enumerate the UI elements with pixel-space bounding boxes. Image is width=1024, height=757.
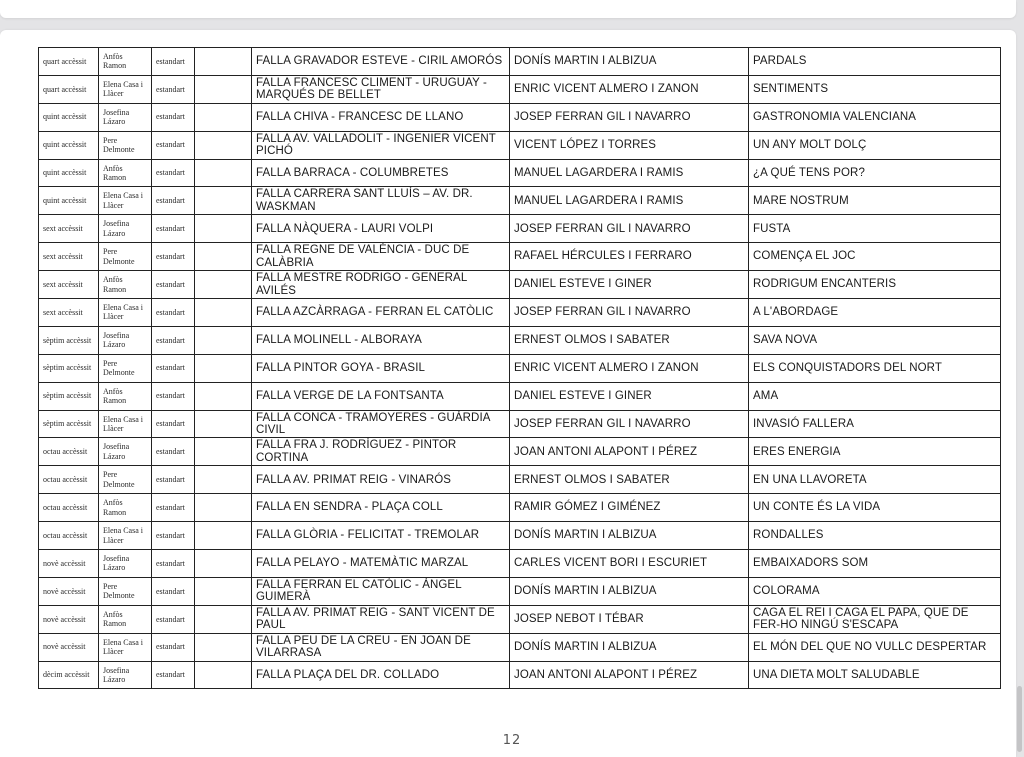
award-category-cell: octau accèssit	[39, 438, 99, 466]
table-row	[39, 187, 1001, 215]
artist-name-cell: JOSEP FERRAN GIL I NAVARRO	[510, 215, 749, 243]
lema-cell: GASTRONOMIA VALENCIANA	[749, 103, 1001, 131]
empty-cell	[195, 48, 252, 76]
table-row	[39, 605, 1001, 633]
lema-cell: UN ANY MOLT DOLÇ	[749, 131, 1001, 159]
award-category-cell: dècim accèssit	[39, 661, 99, 689]
table-row	[39, 243, 1001, 271]
previous-page-edge	[0, 0, 1016, 18]
lema-cell: ELS CONQUISTADORS DEL NORT	[749, 354, 1001, 382]
artist-name-cell: MANUEL LAGARDERA I RAMIS	[510, 159, 749, 187]
display-type-cell: estandart	[152, 550, 195, 578]
table-row	[39, 522, 1001, 550]
lema-cell: ¿A QUÉ TENS POR?	[749, 159, 1001, 187]
award-category-cell: quart accèssit	[39, 75, 99, 103]
lema-cell: UNA DIETA MOLT SALUDABLE	[749, 661, 1001, 689]
jury-member-cell: Anfòs Ramon	[99, 271, 152, 299]
award-category-cell: quint accèssit	[39, 187, 99, 215]
jury-member-cell: Elena Casa i Llàcer	[99, 522, 152, 550]
artist-name-cell: JOSEP FERRAN GIL I NAVARRO	[510, 103, 749, 131]
awards-table	[38, 47, 1001, 689]
artist-name-cell: RAMIR GÓMEZ I GIMÉNEZ	[510, 494, 749, 522]
jury-member-cell: Elena Casa i Llàcer	[99, 75, 152, 103]
falla-name-cell: FALLA FERRAN EL CATÒLIC - ÀNGEL GUIMERÀ	[252, 577, 510, 605]
jury-member-cell: Pere Delmonte	[99, 466, 152, 494]
award-category-cell: sèptim accèssit	[39, 382, 99, 410]
falla-name-cell: FALLA FRA J. RODRÍGUEZ - PINTOR CORTINA	[252, 438, 510, 466]
award-category-cell: sèptim accèssit	[39, 326, 99, 354]
display-type-cell: estandart	[152, 215, 195, 243]
table-row	[39, 438, 1001, 466]
lema-cell: COLORAMA	[749, 577, 1001, 605]
falla-name-cell: FALLA PINTOR GOYA - BRASIL	[252, 354, 510, 382]
display-type-cell: estandart	[152, 271, 195, 299]
artist-name-cell: CARLES VICENT BORI I ESCURIET	[510, 550, 749, 578]
display-type-cell: estandart	[152, 466, 195, 494]
table-row	[39, 577, 1001, 605]
jury-member-cell: Elena Casa i Llàcer	[99, 187, 152, 215]
display-type-cell: estandart	[152, 131, 195, 159]
artist-name-cell: DONÍS MARTIN I ALBIZUA	[510, 48, 749, 76]
artist-name-cell: ERNEST OLMOS I SABATER	[510, 466, 749, 494]
artist-name-cell: ENRIC VICENT ALMERO I ZANON	[510, 354, 749, 382]
falla-name-cell: FALLA PELAYO - MATEMÀTIC MARZAL	[252, 550, 510, 578]
empty-cell	[195, 494, 252, 522]
awards-table-body	[39, 48, 1001, 689]
empty-cell	[195, 299, 252, 327]
display-type-cell: estandart	[152, 633, 195, 661]
falla-name-cell: FALLA MOLINELL - ALBORAYA	[252, 326, 510, 354]
document-page	[0, 30, 1016, 757]
display-type-cell: estandart	[152, 577, 195, 605]
empty-cell	[195, 326, 252, 354]
jury-member-cell: Anfòs Ramon	[99, 48, 152, 76]
award-category-cell: sèptim accèssit	[39, 410, 99, 438]
display-type-cell: estandart	[152, 382, 195, 410]
display-type-cell: estandart	[152, 75, 195, 103]
lema-cell: ERES ENERGIA	[749, 438, 1001, 466]
lema-cell: EL MÓN DEL QUE NO VULLC DESPERTAR	[749, 633, 1001, 661]
table-row	[39, 466, 1001, 494]
jury-member-cell: Pere Delmonte	[99, 131, 152, 159]
artist-name-cell: JOSEP FERRAN GIL I NAVARRO	[510, 299, 749, 327]
jury-member-cell: Josefina Lázaro	[99, 326, 152, 354]
artist-name-cell: VICENT LÓPEZ I TORRES	[510, 131, 749, 159]
jury-member-cell: Anfòs Ramon	[99, 605, 152, 633]
award-category-cell: quart accèssit	[39, 48, 99, 76]
empty-cell	[195, 159, 252, 187]
empty-cell	[195, 75, 252, 103]
display-type-cell: estandart	[152, 326, 195, 354]
jury-member-cell: Pere Delmonte	[99, 577, 152, 605]
empty-cell	[195, 215, 252, 243]
award-category-cell: sext accèssit	[39, 299, 99, 327]
empty-cell	[195, 466, 252, 494]
lema-cell: INVASIÓ FALLERA	[749, 410, 1001, 438]
table-row	[39, 271, 1001, 299]
lema-cell: FUSTA	[749, 215, 1001, 243]
award-category-cell: novè accèssit	[39, 605, 99, 633]
award-category-cell: sext accèssit	[39, 271, 99, 299]
empty-cell	[195, 605, 252, 633]
empty-cell	[195, 633, 252, 661]
artist-name-cell: ERNEST OLMOS I SABATER	[510, 326, 749, 354]
display-type-cell: estandart	[152, 48, 195, 76]
artist-name-cell: DONÍS MARTIN I ALBIZUA	[510, 522, 749, 550]
artist-name-cell: JOAN ANTONI ALAPONT I PÉREZ	[510, 438, 749, 466]
lema-cell: AMA	[749, 382, 1001, 410]
lema-cell: A L'ABORDAGE	[749, 299, 1001, 327]
empty-cell	[195, 410, 252, 438]
falla-name-cell: FALLA GLÒRIA - FELICITAT - TREMOLAR	[252, 522, 510, 550]
jury-member-cell: Josefina Lázaro	[99, 438, 152, 466]
empty-cell	[195, 550, 252, 578]
display-type-cell: estandart	[152, 187, 195, 215]
lema-cell: SAVA NOVA	[749, 326, 1001, 354]
jury-member-cell: Elena Casa i Llàcer	[99, 633, 152, 661]
empty-cell	[195, 131, 252, 159]
table-row	[39, 75, 1001, 103]
table-row	[39, 550, 1001, 578]
falla-name-cell: FALLA CONCA - TRAMOYERES - GUÀRDIA CIVIL	[252, 410, 510, 438]
award-category-cell: octau accèssit	[39, 466, 99, 494]
table-row	[39, 103, 1001, 131]
falla-name-cell: FALLA BARRACA - COLUMBRETES	[252, 159, 510, 187]
artist-name-cell: JOAN ANTONI ALAPONT I PÉREZ	[510, 661, 749, 689]
table-row	[39, 354, 1001, 382]
display-type-cell: estandart	[152, 438, 195, 466]
artist-name-cell: JOSEP NEBOT I TÉBAR	[510, 605, 749, 633]
table-row	[39, 215, 1001, 243]
table-row	[39, 382, 1001, 410]
empty-cell	[195, 354, 252, 382]
artist-name-cell: DANIEL ESTEVE I GINER	[510, 382, 749, 410]
falla-name-cell: FALLA AV. PRIMAT REIG - VINARÓS	[252, 466, 510, 494]
display-type-cell: estandart	[152, 299, 195, 327]
display-type-cell: estandart	[152, 243, 195, 271]
jury-member-cell: Josefina Lázaro	[99, 661, 152, 689]
display-type-cell: estandart	[152, 354, 195, 382]
lema-cell: COMENÇA EL JOC	[749, 243, 1001, 271]
table-row	[39, 159, 1001, 187]
lema-cell: MARE NOSTRUM	[749, 187, 1001, 215]
jury-member-cell: Elena Casa i Llàcer	[99, 410, 152, 438]
table-row	[39, 661, 1001, 689]
award-category-cell: quint accèssit	[39, 103, 99, 131]
falla-name-cell: FALLA AV. PRIMAT REIG - SANT VICENT DE PAUL	[252, 605, 510, 633]
jury-member-cell: Josefina Lázaro	[99, 550, 152, 578]
empty-cell	[195, 103, 252, 131]
falla-name-cell: FALLA AV. VALLADOLIT - INGENIER VICENT PICHÓ	[252, 131, 510, 159]
table-row	[39, 326, 1001, 354]
falla-name-cell: FALLA AZCÀRRAGA - FERRAN EL CATÒLIC	[252, 299, 510, 327]
jury-member-cell: Anfòs Ramon	[99, 494, 152, 522]
table-row	[39, 48, 1001, 76]
artist-name-cell: JOSEP FERRAN GIL I NAVARRO	[510, 410, 749, 438]
award-category-cell: octau accèssit	[39, 494, 99, 522]
lema-cell: PARDALS	[749, 48, 1001, 76]
empty-cell	[195, 382, 252, 410]
award-category-cell: sext accèssit	[39, 215, 99, 243]
lema-cell: RONDALLES	[749, 522, 1001, 550]
jury-member-cell: Elena Casa i Llàcer	[99, 299, 152, 327]
artist-name-cell: DANIEL ESTEVE I GINER	[510, 271, 749, 299]
empty-cell	[195, 438, 252, 466]
lema-cell: EN UNA LLAVORETA	[749, 466, 1001, 494]
award-category-cell: novè accèssit	[39, 577, 99, 605]
empty-cell	[195, 577, 252, 605]
artist-name-cell: ENRIC VICENT ALMERO I ZANON	[510, 75, 749, 103]
falla-name-cell: FALLA FRANCESC CLIMENT - URUGUAY - MARQUÉS DE BELLET	[252, 75, 510, 103]
falla-name-cell: FALLA PLAÇA DEL DR. COLLADO	[252, 661, 510, 689]
falla-name-cell: FALLA PEU DE LA CREU - EN JOAN DE VILARRASA	[252, 633, 510, 661]
display-type-cell: estandart	[152, 494, 195, 522]
display-type-cell: estandart	[152, 103, 195, 131]
artist-name-cell: MANUEL LAGARDERA I RAMIS	[510, 187, 749, 215]
artist-name-cell: DONÍS MARTIN I ALBIZUA	[510, 633, 749, 661]
jury-member-cell: Anfòs Ramon	[99, 159, 152, 187]
empty-cell	[195, 271, 252, 299]
empty-cell	[195, 187, 252, 215]
empty-cell	[195, 661, 252, 689]
falla-name-cell: FALLA REGNE DE VALÈNCIA - DUC DE CALÀBRIA	[252, 243, 510, 271]
award-category-cell: sèptim accèssit	[39, 354, 99, 382]
falla-name-cell: FALLA GRAVADOR ESTEVE - CIRIL AMORÓS	[252, 48, 510, 76]
jury-member-cell: Josefina Lázaro	[99, 215, 152, 243]
lema-cell: RODRIGUM ENCANTERIS	[749, 271, 1001, 299]
falla-name-cell: FALLA CHIVA - FRANCESC DE LLANO	[252, 103, 510, 131]
artist-name-cell: RAFAEL HÉRCULES I FERRARO	[510, 243, 749, 271]
display-type-cell: estandart	[152, 410, 195, 438]
display-type-cell: estandart	[152, 661, 195, 689]
table-row	[39, 410, 1001, 438]
lema-cell: EMBAIXADORS SOM	[749, 550, 1001, 578]
falla-name-cell: FALLA CARRERA SANT LLUÍS – AV. DR. WASKMAN	[252, 187, 510, 215]
empty-cell	[195, 243, 252, 271]
award-category-cell: octau accèssit	[39, 522, 99, 550]
page-number: 12	[502, 733, 522, 748]
table-row	[39, 299, 1001, 327]
lema-cell: SENTIMENTS	[749, 75, 1001, 103]
display-type-cell: estandart	[152, 159, 195, 187]
award-category-cell: novè accèssit	[39, 550, 99, 578]
award-category-cell: sext accèssit	[39, 243, 99, 271]
vertical-scrollbar[interactable]	[1017, 686, 1022, 752]
empty-cell	[195, 522, 252, 550]
falla-name-cell: FALLA EN SENDRA - PLAÇA COLL	[252, 494, 510, 522]
jury-member-cell: Anfòs Ramon	[99, 382, 152, 410]
display-type-cell: estandart	[152, 522, 195, 550]
display-type-cell: estandart	[152, 605, 195, 633]
falla-name-cell: FALLA VERGE DE LA FONTSANTA	[252, 382, 510, 410]
lema-cell: UN CONTE ÉS LA VIDA	[749, 494, 1001, 522]
falla-name-cell: FALLA MESTRE RODRIGO - GENERAL AVILÉS	[252, 271, 510, 299]
table-row	[39, 131, 1001, 159]
falla-name-cell: FALLA NÀQUERA - LAURI VOLPI	[252, 215, 510, 243]
artist-name-cell: DONÍS MARTIN I ALBIZUA	[510, 577, 749, 605]
award-category-cell: quint accèssit	[39, 159, 99, 187]
jury-member-cell: Pere Delmonte	[99, 243, 152, 271]
table-row	[39, 494, 1001, 522]
award-category-cell: quint accèssit	[39, 131, 99, 159]
award-category-cell: novè accèssit	[39, 633, 99, 661]
jury-member-cell: Pere Delmonte	[99, 354, 152, 382]
lema-cell: CAGA EL REI I CAGA EL PAPA, QUE DE FER-HO NINGÚ S'ESCAPA	[749, 605, 1001, 633]
table-row	[39, 633, 1001, 661]
jury-member-cell: Josefina Lázaro	[99, 103, 152, 131]
